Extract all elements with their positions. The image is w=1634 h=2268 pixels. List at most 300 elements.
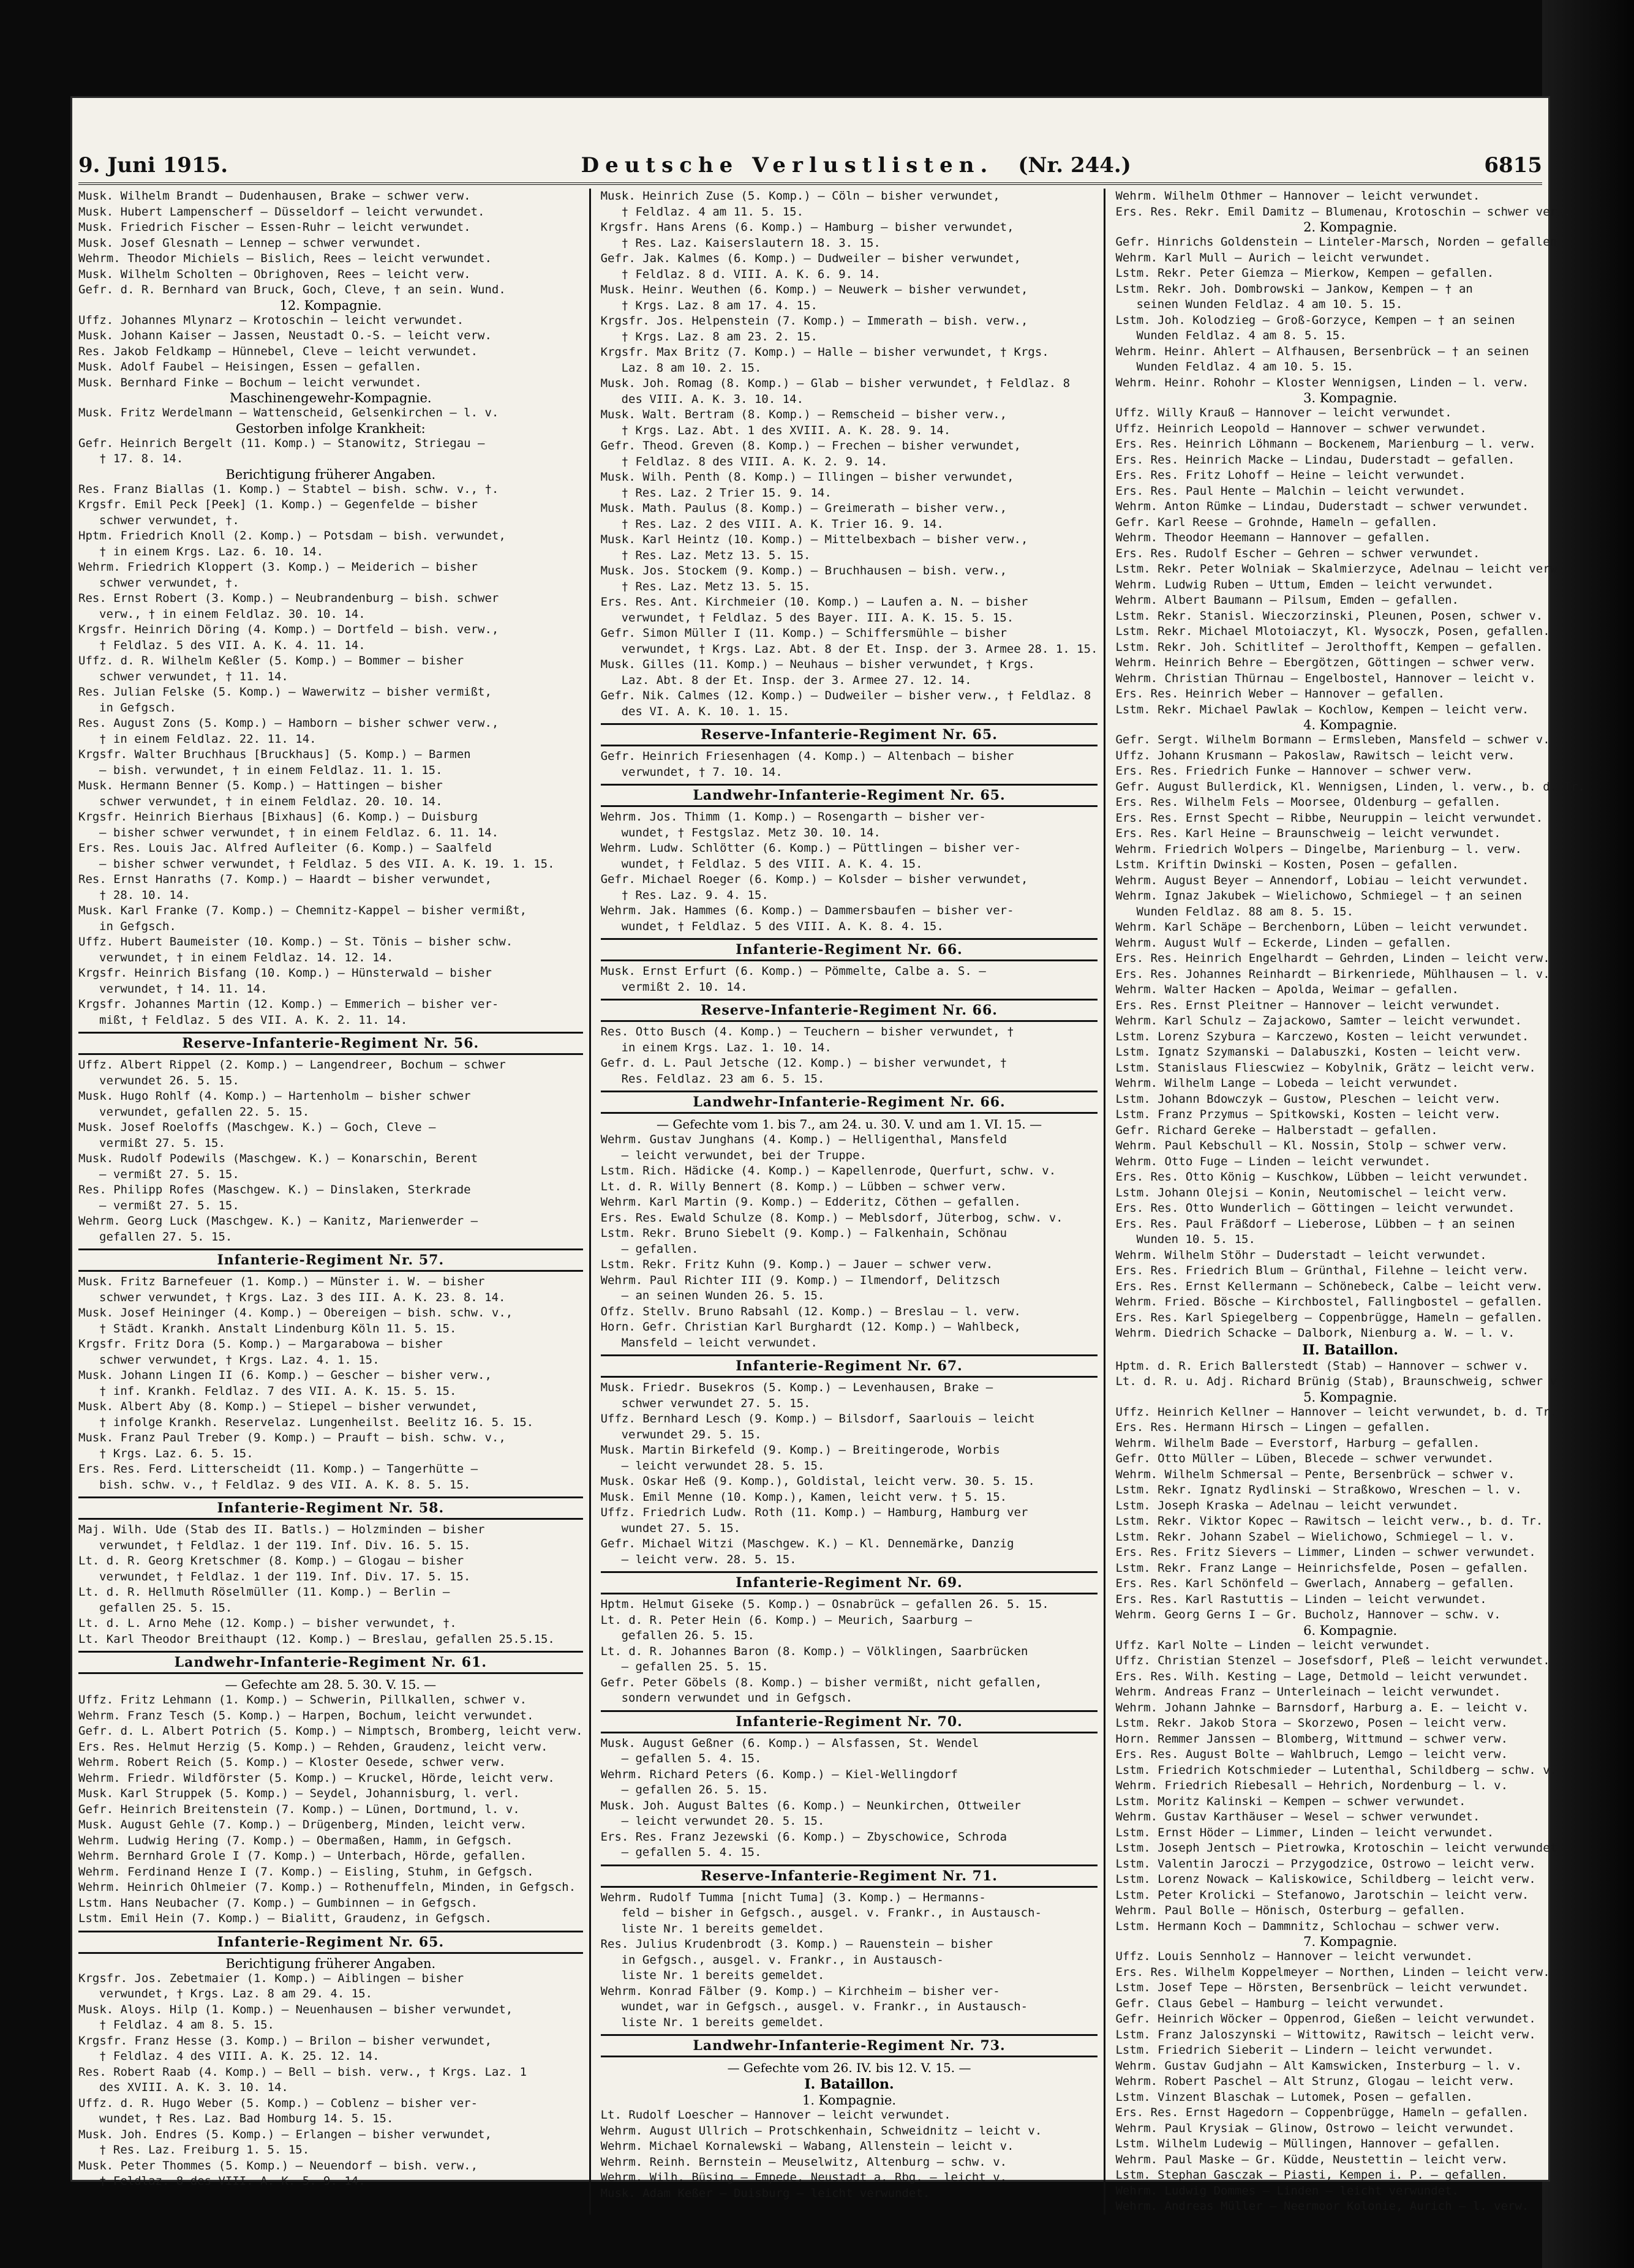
list-entry: Hptm. d. R. Erich Ballerstedt (Stab) — Hannover — schwer v. (1115, 1359, 1529, 1373)
battle-dates: — Gefechte vom 26. IV. bis 12. V. 15. — (727, 2060, 971, 2075)
list-entry: Lstm. Rekr. Fritz Kuhn (9. Komp.) — Jauer — schwer verw. (600, 1258, 993, 1271)
list-entry-continuation: † Res. Laz. Metz 13. 5. 15. (621, 579, 811, 593)
list-entry-continuation: † infolge Krankh. Reservelaz. Lungenheilst. Beelitz 16. 5. 15. (99, 1415, 534, 1429)
list-entry: Lstm. Rekr. Peter Wolniak — Skalmierzyce, Adelnau — leicht verw. (1115, 562, 1564, 576)
list-entry: Wehrm. Diedrich Schacke — Dalbork, Nienburg a. W. — l. v. (1115, 1326, 1515, 1340)
list-entry-continuation: — gefallen. (621, 1242, 699, 1256)
list-entry: Musk. Walt. Bertram (8. Komp.) — Remscheid — bisher verw., (600, 408, 1007, 421)
list-entry: Gefr. August Bullerdick, Kl. Wennigsen, Linden, l. verw., b. d. Tr. (1115, 779, 1585, 794)
list-entry: Ers. Res. Otto Wunderlich — Göttingen — leicht verwundet. (1115, 1201, 1515, 1215)
subsection-heading: 1. Kompagnie. (802, 2093, 897, 2108)
list-entry: Lstm. Johann Olejsi — Konin, Neutomischel — leicht verw. (1115, 1185, 1508, 1200)
list-entry: Ers. Res. Louis Jac. Alfred Aufleiter (6. Komp.) — Saalfeld (78, 841, 492, 855)
list-entry: Lstm. Lorenz Nowack — Kaliskowice, Schildberg — leicht verw. (1115, 1872, 1536, 1886)
list-entry: Lstm. Rekr. Jakob Stora — Skorzewo, Posen — leicht verw. (1115, 1716, 1508, 1730)
regiment-heading: Landwehr-Infanterie-Regiment Nr. 73. (601, 2034, 1098, 2057)
list-entry-continuation: in Gefgsch. (99, 700, 176, 715)
regiment-heading: Reserve-Infanterie-Regiment Nr. 56. (78, 1032, 583, 1055)
list-entry: Wehrm. Friedrich Wolpers — Dingelbe, Marienburg — l. verw. (1115, 842, 1522, 856)
list-entry: Gefr. Nik. Calmes (12. Komp.) — Dudweiler — bisher verw., † Feldlaz. 8 (600, 689, 1091, 702)
list-entry-continuation: gefallen 27. 5. 15. (99, 1230, 233, 1244)
regiment-heading: Reserve-Infanterie-Regiment Nr. 66. (601, 999, 1098, 1022)
list-entry: Krgsfr. Johannes Martin (12. Komp.) — Emmerich — bisher ver- (78, 997, 499, 1011)
list-entry-continuation: Wunden Feldlaz. 4 am 10. 5. 15. (1136, 360, 1354, 374)
list-entry: Ers. Res. Wilh. Kesting — Lage, Detmold — leicht verwundet. (1115, 1669, 1529, 1683)
list-entry-continuation: — leicht verwundet, bei der Truppe. (621, 1148, 867, 1162)
subsection-heading: 5. Kompagnie. (1303, 1389, 1398, 1405)
regiment-heading: Infanterie-Regiment Nr. 57. (78, 1249, 583, 1272)
list-entry: Lstm. Hans Neubacher (7. Komp.) — Gumbinnen — in Gefgsch. (78, 1896, 478, 1910)
list-entry: Wehrm. Andreas Franz — Unterleinach — leicht verwundet. (1115, 1685, 1501, 1699)
list-entry-continuation: verwundet, † Krgs. Laz. Abt. 8 der Et. Insp. der 3. Armee 28. 1. 15. (621, 642, 1098, 656)
list-entry: Gefr. Michael Roeger (6. Komp.) — Kolsder — bisher verwundet, (600, 873, 1028, 886)
list-entry-continuation: Laz. 8 am 10. 2. 15. (621, 361, 762, 375)
list-entry: Wehrm. Ignaz Jakubek — Wielichowo, Schmiegel — † an seinen (1115, 889, 1522, 903)
page-header (78, 141, 1542, 185)
list-entry: Lstm. Franz Przymus — Spitkowski, Kosten — leicht verw. (1115, 1108, 1501, 1121)
list-entry: Uffz. Willy Krauß — Hannover — leicht verwundet. (1115, 406, 1452, 419)
list-entry: Res. Julian Felske (5. Komp.) — Wawerwitz — bisher vermißt, (78, 685, 492, 699)
list-entry-continuation: — leicht verw. 28. 5. 15. (621, 1552, 797, 1566)
list-entry: Lstm. Rekr. Joh. Schitlitef — Jerolthofft, Kempen — gefallen. (1115, 640, 1543, 654)
list-entry-continuation: verwundet 26. 5. 15. (99, 1073, 239, 1087)
header-center (581, 153, 1131, 178)
list-entry: Wehrm. Michael Kornalewski — Wabang, Allenstein — leicht v. (600, 2139, 1014, 2153)
list-entry: Wehrm. Gustav Gudjahn — Alt Kamswicken, Insterburg — l. v. (1115, 2059, 1522, 2073)
list-entry-continuation: Mansfeld — leicht verwundet. (621, 1335, 818, 1350)
list-entry: Musk. Joh. August Baltes (6. Komp.) — Neunkirchen, Ottweiler (600, 1798, 1021, 1812)
list-entry: Musk. August Gehle (7. Komp.) — Drügenberg, Minden, leicht verw. (78, 1818, 527, 1831)
list-entry: Ers. Res. Heinrich Engelhardt — Gehrden, Linden — leicht verw. (1115, 952, 1550, 965)
list-entry: Musk. Hubert Lampenscherf — Düsseldorf — leicht verwundet. (78, 205, 485, 219)
list-entry: Wehrm. Fried. Bösche — Kirchbostel, Fallingbostel — gefallen. (1115, 1295, 1543, 1309)
list-entry-continuation: verwundet, † Feldlaz. 1 der 119. Inf. Div. 16. 5. 15. (99, 1538, 471, 1552)
regiment-heading: Infanterie-Regiment Nr. 58. (78, 1496, 583, 1520)
list-entry: Musk. Aloys. Hilp (1. Komp.) — Neuenhausen — bisher verwundet, (78, 2002, 513, 2016)
list-entry: Ers. Res. Fritz Lohoff — Heine — leicht verwundet. (1115, 468, 1466, 482)
list-entry: Ers. Res. Fritz Sievers — Limmer, Linden — schwer verwundet. (1115, 1545, 1536, 1559)
list-entry: Musk. Martin Birkefeld (9. Komp.) — Breitingerode, Worbis (600, 1443, 1000, 1457)
list-entry: Wehrm. Ludwig Hering (7. Komp.) — Obermaßen, Hamm, in Gefgsch. (78, 1833, 513, 1847)
list-entry-continuation: schwer verwundet, †. (99, 576, 239, 590)
list-entry: Lstm. Emil Hein (7. Komp.) — Bialitt, Graudenz, in Gefgsch. (78, 1912, 492, 1925)
battalion-heading: II. Bataillon. (1302, 1342, 1398, 1358)
list-entry: Wehrm. Otto Fuge — Linden — leicht verwundet. (1115, 1154, 1431, 1168)
regiment-heading: Landwehr-Infanterie-Regiment Nr. 65. (601, 784, 1098, 807)
list-entry-continuation: † 28. 10. 14. (99, 888, 190, 902)
list-entry: Musk. August Geßner (6. Komp.) — Alsfassen, St. Wendel (600, 1736, 979, 1750)
list-entry: Wehrm. Paul Krysiak — Glinow, Ostrowo — leicht verwundet. (1115, 2121, 1515, 2135)
list-entry: Lstm. Rekr. Bruno Siebelt (9. Komp.) — Falkenhain, Schönau (600, 1226, 1007, 1240)
list-entry: Musk. Wilh. Penth (8. Komp.) — Illingen — bisher verwundet, (600, 470, 1014, 484)
list-entry: Gefr. Simon Müller I (11. Komp.) — Schiffersmühle — bisher (600, 626, 1007, 640)
list-entry: Gefr. Claus Gebel — Hamburg — leicht verwundet. (1115, 1996, 1445, 2010)
battle-dates: — Gefechte am 28. 5. 30. V. 15. — (225, 1677, 437, 1692)
list-entry: Wehrm. Wilhelm Lange — Lobeda — leicht verwundet. (1115, 1076, 1459, 1090)
list-entry-continuation: † inf. Krankh. Feldlaz. 7 des VII. A. K. 15. 5. 15. (99, 1384, 457, 1398)
list-entry-continuation: gefallen 26. 5. 15. (621, 1629, 755, 1642)
regiment-heading: Infanterie-Regiment Nr. 66. (601, 938, 1098, 961)
subsection-heading: Gestorben infolge Krankheit: (235, 421, 426, 436)
list-entry: Uffz. Johann Krusmann — Pakoslaw, Rawitsch — leicht verw. (1115, 748, 1515, 762)
list-entry: Musk. Peter Thommes (5. Komp.) — Neuendorf — bish. verw., (78, 2158, 478, 2172)
list-entry-continuation: feld — bisher in Gefgsch., ausgel. v. Frankr., in Austausch- (621, 1906, 1042, 1920)
list-entry: Musk. Josef Roeloffs (Maschgew. K.) — Goch, Cleve — (78, 1121, 436, 1134)
list-entry: Musk. Johann Lingen II (6. Komp.) — Gescher — bisher verw., (78, 1369, 492, 1382)
list-entry: Lstm. Rekr. Viktor Kopec — Rawitsch — leicht verw., b. d. Tr. (1115, 1514, 1543, 1528)
list-entry: Res. Ernst Hanraths (7. Komp.) — Haardt — bisher verwundet, (78, 873, 492, 886)
list-entry: Offz. Stellv. Bruno Rabsahl (12. Komp.) — Breslau — l. verw. (600, 1304, 1021, 1318)
list-entry: Ers. Res. Paul Fräßdorf — Lieberose, Lübben — † an seinen (1115, 1217, 1515, 1231)
list-entry: Lstm. Wilhelm Ludewig — Müllingen, Hannover — gefallen. (1115, 2137, 1501, 2150)
list-entry: Wehrm. Wilh. Büsing — Empede, Neustadt a. Rbg. — leicht v. (600, 2171, 1007, 2184)
list-entry-continuation: liste Nr. 1 bereits gemeldet. (621, 1921, 825, 1936)
list-entry: Musk. Heinrich Zuse (5. Komp.) — Cöln — bisher verwundet, (600, 189, 1000, 203)
list-entry: Musk. Fritz Werdelmann — Wattenscheid, Gelsenkirchen — l. v. (78, 406, 499, 419)
list-entry: Wehrm. Georg Luck (Maschgew. K.) — Kanitz, Marienwerder — (78, 1214, 478, 1228)
list-entry: Ers. Res. Otto König — Kuschkow, Lübben — leicht verwundet. (1115, 1170, 1529, 1184)
list-entry: Lstm. Vinzent Blaschak — Lutomek, Posen — gefallen. (1115, 2090, 1473, 2104)
list-entry: Musk. Wilhelm Scholten — Obrighoven, Rees — leicht verw. (78, 267, 471, 281)
list-entry-continuation: verwundet 29. 5. 15. (621, 1427, 762, 1441)
column-3 (1115, 189, 1591, 2215)
list-entry: Musk. Friedrich Fischer — Essen-Ruhr — leicht verwundet. (78, 220, 471, 234)
subsection-heading: 12. Kompagnie. (279, 298, 382, 313)
list-entry-continuation: sondern verwundet und in Gefgsch. (621, 1691, 853, 1705)
list-entry: Gefr. Peter Göbels (8. Komp.) — bisher vermißt, nicht gefallen, (600, 1675, 1042, 1689)
list-entry: Gefr. d. L. Paul Jetsche (12. Komp.) — bisher verwundet, † (600, 1056, 1007, 1070)
list-entry: Wehrm. Johann Jahnke — Barnsdorf, Harburg a. E. — leicht v. (1115, 1700, 1529, 1714)
list-entry-continuation: — leicht verwundet 20. 5. 15. (621, 1814, 825, 1828)
list-entry: Wehrm. Ferdinand Henze I (7. Komp.) — Eisling, Stuhm, in Gefgsch. (78, 1864, 534, 1879)
list-entry: Gefr. d. L. Albert Potrich (5. Komp.) — Nimptsch, Bromberg, leicht verw. (78, 1724, 583, 1738)
list-entry-continuation: verwundet, † 14. 11. 14. (99, 982, 268, 996)
list-entry: Gefr. Michael Witzi (Maschgew. K.) — Kl. Dennemärke, Danzig (600, 1537, 1014, 1550)
list-entry: Ers. Res. August Bolte — Wahlbruch, Lemgo — leicht verw. (1115, 1748, 1508, 1761)
list-entry-continuation: schwer verwundet, †. (99, 513, 239, 527)
list-entry-continuation: in einem Krgs. Laz. 1. 10. 14. (621, 1040, 832, 1054)
list-entry: Wehrm. Karl Schäpe — Berchenborn, Lüben — leicht verwundet. (1115, 920, 1529, 934)
list-entry: Uffz. Louis Sennholz — Hannover — leicht verwundet. (1115, 1950, 1473, 1963)
list-entry: Res. August Zons (5. Komp.) — Hamborn — bisher schwer verw., (78, 716, 499, 730)
newspaper-page (72, 98, 1585, 2213)
list-entry: Lstm. Rekr. Michael Pawlak — Kochlow, Kempen — leicht verw. (1115, 702, 1529, 716)
list-entry: Krgsfr. Heinrich Bierhaus [Bixhaus] (6. Komp.) — Duisburg (78, 810, 478, 824)
list-entry: Wehrm. Robert Paschel — Alt Strunz, Glogau — leicht verw. (1115, 2075, 1515, 2088)
casualty-list-columns (78, 189, 1585, 2213)
regiment-heading: Reserve-Infanterie-Regiment Nr. 71. (601, 1864, 1098, 1888)
list-entry: Wehrm. Bernhard Grole I (7. Komp.) — Unterbach, Hörde, gefallen. (78, 1849, 527, 1863)
list-entry: Lstm. Rekr. Peter Giemza — Mierkow, Kempen — gefallen. (1115, 266, 1494, 280)
list-entry-continuation: verwundet, † Krgs. Laz. 8 am 29. 4. 15. (99, 1987, 373, 2000)
list-entry: Musk. Joh. Endres (5. Komp.) — Erlangen — bisher verwundet, (78, 2127, 492, 2141)
list-entry-continuation: schwer verwundet, † Krgs. Laz. 3 des III. A. K. 23. 8. 14. (99, 1290, 506, 1304)
list-entry: Maj. Wilh. Ude (Stab des II. Batls.) — Holzminden — bisher (78, 1523, 485, 1536)
list-entry: Krgsfr. Walter Bruchhaus [Bruckhaus] (5. Komp.) — Barmen (78, 748, 471, 761)
list-entry: Krgsfr. Jos. Zebetmaier (1. Komp.) — Aiblingen — bisher (78, 1971, 464, 1985)
regiment-heading: Infanterie-Regiment Nr. 65. (78, 1931, 583, 1954)
list-entry: Krgsfr. Franz Hesse (3. Komp.) — Brilon — bisher verwundet, (78, 2033, 492, 2048)
list-entry: Ers. Res. Karl Schönfeld — Gwerlach, Annaberg — gefallen. (1115, 1577, 1515, 1590)
list-entry-continuation: † Krgs. Laz. 6. 5. 15. (99, 1446, 254, 1460)
list-entry: Wehrm. Jos. Thimm (1. Komp.) — Rosengarth — bisher ver- (600, 810, 986, 824)
list-entry: Lstm. Friedrich Kotschmieder — Lutenthal, Schildberg — schw. v. (1115, 1763, 1557, 1777)
list-entry: Ers. Res. Wilhelm Fels — Moorsee, Oldenburg — gefallen. (1115, 795, 1501, 809)
list-entry: Uffz. Christian Stenzel — Josefsdorf, Pleß — leicht verwundet. (1115, 1654, 1550, 1667)
list-entry: Horn. Gefr. Christian Karl Burghardt (12. Komp.) — Wahlbeck, (600, 1320, 1021, 1334)
list-entry: Lstm. Peter Krolicki — Stefanowo, Jarotschin — leicht verw. (1115, 1888, 1529, 1902)
list-entry-continuation: Wunden Feldlaz. 88 am 8. 5. 15. (1136, 904, 1354, 918)
list-entry: Musk. Heinr. Weuthen (6. Komp.) — Neuwerk — bisher verwundet, (600, 283, 1028, 296)
list-entry-continuation: verwundet, † 7. 10. 14. (621, 765, 783, 779)
list-entry: Wehrm. Christian Thürnau — Engelbostel, Hannover — leicht v. (1115, 671, 1536, 685)
list-entry: Res. Otto Busch (4. Komp.) — Teuchern — bisher verwundet, † (600, 1025, 1014, 1038)
list-entry-continuation: † Res. Laz. Kaiserslautern 18. 3. 15. (621, 236, 881, 250)
list-entry: Wehrm. Paul Bolle — Hönisch, Osterburg — gefallen. (1115, 1904, 1466, 1917)
list-entry: Wehrm. Jak. Hammes (6. Komp.) — Dammersbaufen — bisher ver- (600, 904, 1014, 917)
list-entry: Musk. Hermann Benner (5. Komp.) — Hattingen — bisher (78, 779, 443, 792)
list-entry: Wehrm. August Wulf — Eckerde, Linden — gefallen. (1115, 936, 1452, 950)
list-entry-continuation: liste Nr. 1 bereits gemeldet. (621, 2015, 825, 2029)
list-entry-continuation: Wunden Feldlaz. 4 am 8. 5. 15. (1136, 329, 1347, 342)
list-entry-continuation: † Res. Laz. 2 des VIII. A. K. Trier 16. 9. 14. (621, 517, 944, 531)
list-entry: Lstm. Josef Tepe — Hörsten, Bersenbrück — leicht verwundet. (1115, 1981, 1529, 1994)
list-entry: Musk. Karl Franke (7. Komp.) — Chemnitz-Kappel — bisher vermißt, (78, 904, 527, 917)
list-entry: Gefr. Heinrich Friesenhagen (4. Komp.) — Altenbach — bisher (600, 749, 1014, 763)
list-entry: Wehrm. Paul Richter III (9. Komp.) — Ilmendorf, Delitzsch (600, 1273, 1000, 1287)
list-entry: Musk. Johann Kaiser — Jassen, Neustadt O.-S. — leicht verw. (78, 329, 492, 342)
list-entry: Ers. Res. Heinrich Macke — Lindau, Duderstadt — gefallen. (1115, 452, 1515, 467)
list-entry: Wehrm. Gustav Karthäuser — Wesel — schwer verwundet. (1115, 1810, 1480, 1823)
list-entry-continuation: † Krgs. Laz. 8 am 23. 2. 15. (621, 329, 818, 344)
list-entry-continuation: verwundet, gefallen 22. 5. 15. (99, 1105, 310, 1119)
list-entry: Ers. Res. Ernst Hagedorn — Coppenbrügge, Hameln — gefallen. (1115, 2106, 1529, 2119)
list-entry: Wehrm. August Ullrich — Protschkenhain, Schweidnitz — leicht v. (600, 2123, 1042, 2138)
list-entry: Ers. Res. Rudolf Escher — Gehren — schwer verwundet. (1115, 546, 1480, 560)
list-entry: Lstm. Ignatz Szymanski — Dalabuszki, Kosten — leicht verw. (1115, 1045, 1522, 1059)
list-entry: Lt. d. R. Hellmuth Röselmüller (11. Komp.) — Berlin — (78, 1585, 450, 1599)
list-entry: Wehrm. Ludwig Dommes — Linden — leicht verwundet. (1115, 2184, 1459, 2198)
list-entry: Wehrm. Wilhelm Schmersal — Pente, Bersenbrück — schwer v. (1115, 1467, 1515, 1481)
list-entry: Lt. d. L. Arno Mehe (12. Komp.) — bisher verwundet, †. (78, 1617, 457, 1630)
list-entry: Ers. Res. Rekr. Emil Damitz — Blumenau, Krotoschin — schwer verw. (1115, 205, 1572, 219)
list-entry: Wehrm. Rudolf Tumma [nicht Tuma] (3. Komp.) — Hermanns- (600, 1890, 986, 1904)
list-entry: Wehrm. Richard Peters (6. Komp.) — Kiel-Wellingdorf (600, 1767, 958, 1781)
list-entry-continuation: † Krgs. Laz. 8 am 17. 4. 15. (621, 298, 818, 312)
list-entry: Musk. Josef Heininger (4. Komp.) — Obereigen — bish. schw. v., (78, 1306, 513, 1320)
list-entry: Lstm. Friedrich Sieberit — Lindern — leicht verwundet. (1115, 2043, 1494, 2057)
list-entry: Lstm. Stephan Gasczak — Piasti, Kempen i. P. — gefallen. (1115, 2168, 1508, 2182)
list-entry: Wehrm. August Beyer — Annendorf, Lobiau — leicht verwundet. (1115, 873, 1529, 887)
list-entry-continuation: bish. schw. v., † Feldlaz. 9 des VII. A. K. 8. 5. 15. (99, 1478, 471, 1492)
list-entry: Krgsfr. Hans Arens (6. Komp.) — Hamburg — bisher verwundet, (600, 220, 1014, 234)
list-entry: Musk. Fritz Barnefeuer (1. Komp.) — Münster i. W. — bisher (78, 1275, 485, 1288)
list-entry: Ers. Res. Johannes Reinhardt — Birkenriede, Mühlhausen — l. v. (1115, 967, 1550, 981)
list-entry-continuation: † Res. Laz. 2 Trier 15. 9. 14. (621, 486, 832, 500)
list-entry: Musk. Jos. Stockem (9. Komp.) — Bruchhausen — bish. verw., (600, 564, 1007, 577)
column-2 (601, 189, 1106, 2215)
list-entry: Ers. Res. Heinrich Löhmann — Bockenem, Marienburg — l. verw. (1115, 437, 1536, 451)
list-entry-continuation: schwer verwundet, † 11. 14. (99, 669, 288, 683)
list-entry-continuation: † Feldlaz. 8 d. VIII. A. K. 6. 9. 14. (621, 267, 881, 281)
subsection-heading: Berichtigung früherer Angaben. (225, 467, 436, 482)
list-entry-continuation: † Res. Laz. Metz 13. 5. 15. (621, 548, 811, 562)
column-1 (78, 189, 591, 2215)
list-entry-continuation: † Feldlaz. 5 des VII. A. K. 4. 11. 14. (99, 638, 366, 652)
list-entry: Lstm. Kriftin Dwinski — Kosten, Posen — gefallen. (1115, 858, 1459, 871)
list-entry: Musk. Adolf Faubel — Heisingen, Essen — gefallen. (78, 360, 422, 374)
list-entry: Wehrm. Ludwig Ruben — Uttum, Emden — leicht verwundet. (1115, 577, 1494, 591)
subsection-heading: 3. Kompagnie. (1303, 391, 1398, 405)
regiment-heading: Infanterie-Regiment Nr. 70. (601, 1710, 1098, 1733)
list-entry-continuation: des VI. A. K. 10. 1. 15. (621, 704, 790, 718)
list-entry: Krgsfr. Fritz Dora (5. Komp.) — Margarabowa — bisher (78, 1337, 443, 1351)
list-entry-continuation: wundet 27. 5. 15. (621, 1521, 741, 1535)
list-entry: Musk. Math. Paulus (8. Komp.) — Greimerath — bisher verw., (600, 501, 1007, 515)
list-entry: Krgsfr. Emil Peck [Peek] (1. Komp.) — Gegenfelde — bisher (78, 498, 478, 511)
list-entry: Hptm. Friedrich Knoll (2. Komp.) — Potsdam — bish. verwundet, (78, 529, 506, 543)
list-entry: Gefr. Hinrichs Goldenstein — Linteler-Marsch, Norden — gefallen. (1115, 235, 1564, 249)
list-entry-continuation: in Gefgsch. (99, 919, 176, 933)
list-entry: Krgsfr. Heinrich Döring (4. Komp.) — Dortfeld — bish. verw., (78, 623, 499, 636)
list-entry-continuation: — gefallen 5. 4. 15. (621, 1846, 762, 1859)
list-entry-continuation: des XVIII. A. K. 3. 10. 14. (99, 2081, 288, 2094)
list-entry: Musk. Rudolf Podewils (Maschgew. K.) — Konarschin, Berent (78, 1152, 478, 1165)
list-entry: Lt. d. R. Georg Kretschmer (8. Komp.) — Glogau — bisher (78, 1554, 464, 1568)
list-entry-continuation: vermißt 27. 5. 15. (99, 1136, 225, 1150)
list-entry-continuation: wundet, war in Gefgsch., ausgel. v. Frankr., in Austausch- (621, 2000, 1028, 2013)
subsection-heading: 6. Kompagnie. (1303, 1623, 1398, 1638)
list-entry-continuation: † Krgs. Laz. Abt. 1 des XVIII. A. K. 28. 9. 14. (621, 423, 951, 437)
list-entry: Lt. Karl Theodor Breithaupt (12. Komp.) — Breslau, gefallen 25.5.15. (78, 1632, 555, 1646)
list-entry: Gefr. d. R. Bernhard van Bruck, Goch, Cleve, † an sein. Wund. (78, 283, 506, 296)
list-entry: Lstm. Rekr. Johann Szabel — Wielichowo, Schmiegel — l. v. (1115, 1530, 1515, 1544)
list-entry: Lstm. Rekr. Stanisl. Wieczorzinski, Pleunen, Posen, schwer v. (1115, 609, 1543, 623)
list-entry: Lstm. Moritz Kalinski — Kempen — schwer verwundet. (1115, 1794, 1466, 1808)
list-entry-continuation: Laz. Abt. 8 der Et. Insp. der 3. Armee 27. 12. 14. (621, 673, 972, 687)
list-entry-continuation: des VIII. A. K. 3. 10. 14. (621, 392, 804, 406)
regiment-heading: Landwehr-Infanterie-Regiment Nr. 61. (78, 1651, 583, 1674)
list-entry: Lstm. Franz Jaloszynski — Wittowitz, Rawitsch — leicht verw. (1115, 2027, 1536, 2041)
list-entry: Ers. Res. Ernst Pleitner — Hannover — leicht verwundet. (1115, 998, 1501, 1012)
list-entry: Uffz. Johannes Mlynarz — Krotoschin — leicht verwundet. (78, 313, 464, 327)
header-date: 9. Juni 1915. (78, 153, 228, 178)
list-entry: Gefr. Heinrich Wöcker — Oppenrod, Gießen — leicht verwundet. (1115, 2012, 1536, 2026)
list-entry: Krgsfr. Max Britz (7. Komp.) — Halle — bisher verwundet, † Krgs. (600, 345, 1049, 359)
list-entry: Uffz. Hubert Baumeister (10. Komp.) — St. Tönis — bisher schw. (78, 935, 513, 948)
list-entry: Ers. Res. Karl Spiegelberg — Coppenbrügge, Hameln — gefallen. (1115, 1310, 1543, 1324)
list-entry-continuation: wundet, † Feldlaz. 5 des VIII. A. K. 8. 4. 15. (621, 919, 944, 933)
list-entry: Uffz. Heinrich Kellner — Hannover — leicht verwundet, b. d. Tr. (1115, 1405, 1557, 1419)
list-entry: Wehrm. Anton Rümke — Lindau, Duderstadt — schwer verwundet. (1115, 500, 1529, 513)
list-entry: Musk. Adam Keßer — Duisburg — leicht verwundet. (600, 2186, 930, 2200)
list-entry: Wehrm. Wilhelm Bade — Everstorf, Harburg — gefallen. (1115, 1436, 1480, 1450)
list-entry: Lstm. Joseph Kraska — Adelnau — leicht verwundet. (1115, 1498, 1459, 1512)
list-entry: Uffz. Fritz Lehmann (1. Komp.) — Schwerin, Pillkallen, schwer v. (78, 1693, 527, 1707)
list-entry: Res. Jakob Feldkamp — Hünnebel, Cleve — leicht verwundet. (78, 344, 478, 358)
list-entry: Wehrm. Albert Baumann — Pilsum, Emden — gefallen. (1115, 593, 1459, 607)
header-title: Deutsche Verlustlisten. (581, 153, 994, 178)
list-entry: Wehrm. Ludw. Schlötter (6. Komp.) — Püttlingen — bisher ver- (600, 841, 1021, 855)
list-entry: Uffz. Friedrich Ludw. Roth (11. Komp.) — Hamburg, Hamburg ver (600, 1506, 1028, 1519)
list-entry-continuation: schwer verwundet, † in einem Feldlaz. 20. 10. 14. (99, 794, 443, 808)
list-entry: Lstm. Hermann Koch — Dammnitz, Schlochau — schwer verw. (1115, 1919, 1501, 1933)
list-entry: Wehrm. Franz Tesch (5. Komp.) — Harpen, Bochum, leicht verwundet. (78, 1708, 534, 1722)
list-entry: Musk. Franz Paul Treber (9. Komp.) — Prauft — bish. schw. v., (78, 1431, 506, 1444)
list-entry: Uffz. Albert Rippel (2. Komp.) — Langendreer, Bochum — schwer (78, 1058, 506, 1072)
list-entry-continuation: wundet, † Feldlaz. 5 des VIII. A. K. 4. 15. (621, 857, 923, 871)
list-entry-continuation: † in einem Krgs. Laz. 6. 10. 14. (99, 544, 324, 558)
list-entry: Gefr. Karl Reese — Grohnde, Hameln — gefallen. (1115, 515, 1438, 529)
list-entry: Ers. Res. Wilhelm Koppelmeyer — Northen, Linden — leicht verw. (1115, 1965, 1550, 1979)
list-entry-continuation: † Städt. Krankh. Anstalt Lindenburg Köln 11. 5. 15. (99, 1321, 457, 1335)
list-entry-continuation: seinen Wunden Feldlaz. 4 am 10. 5. 15. (1136, 298, 1403, 311)
list-entry: Lt. d. R. Willy Bennert (8. Komp.) — Lübben — schwer verw. (600, 1179, 1007, 1193)
list-entry-continuation: wundet, † Res. Laz. Bad Homburg 14. 5. 15. (99, 2112, 394, 2125)
list-entry: Wehrm. Robert Reich (5. Komp.) — Kloster Oesede, schwer verw. (78, 1755, 506, 1769)
list-entry-continuation: — gefallen 25. 5. 15. (621, 1660, 769, 1673)
list-entry: Ers. Res. Ant. Kirchmeier (10. Komp.) — Laufen a. N. — bisher (600, 595, 1028, 609)
list-entry: Musk. Karl Heintz (10. Komp.) — Mittelbexbach — bisher verw., (600, 533, 1028, 546)
list-entry: Lstm. Valentin Jaroczi — Przygodzice, Ostrowo — leicht verw. (1115, 1857, 1536, 1871)
list-entry-continuation: schwer verwundet 27. 5. 15. (621, 1396, 811, 1410)
list-entry: Ers. Res. Karl Rastuttis — Linden — leicht verwundet. (1115, 1592, 1487, 1606)
list-entry: Krgsfr. Jos. Helpenstein (7. Komp.) — Immerath — bish. verw., (600, 314, 1028, 328)
list-entry: Musk. Bernhard Finke — Bochum — leicht verwundet. (78, 375, 422, 389)
list-entry: Wehrm. Gustav Junghans (4. Komp.) — Helligenthal, Mansfeld (600, 1133, 1007, 1146)
list-entry: Gefr. Heinrich Bergelt (11. Komp.) — Stanowitz, Striegau — (78, 436, 485, 450)
list-entry-continuation: — bisher schwer verwundet, † Feldlaz. 5 des VII. A. K. 19. 1. 15. (99, 857, 555, 871)
list-entry: Lstm. Rich. Hädicke (4. Komp.) — Kapellenrode, Querfurt, schw. v. (600, 1164, 1056, 1177)
list-entry: Wehrm. Wilhelm Othmer — Hannover — leicht verwundet. (1115, 189, 1480, 203)
list-entry: Musk. Emil Menne (10. Komp.), Kamen, leicht verw. † 5. 15. (600, 1490, 1007, 1504)
list-entry: Uffz. d. R. Wilhelm Keßler (5. Komp.) — Bommer — bisher (78, 654, 464, 667)
list-entry: Lstm. Johann Bdowczyk — Gustow, Pleschen — leicht verw. (1115, 1092, 1501, 1106)
list-entry: Lstm. Joseph Jentsch — Pietrowka, Krotoschin — leicht verwundet. (1115, 1841, 1564, 1855)
list-entry-continuation: — leicht verwundet 28. 5. 15. (621, 1459, 825, 1473)
list-entry-continuation: † 17. 8. 14. (99, 452, 184, 465)
regiment-heading: Infanterie-Regiment Nr. 69. (601, 1571, 1098, 1594)
list-entry: Lt. d. R. Johannes Baron (8. Komp.) — Völklingen, Saarbrücken (600, 1644, 1028, 1658)
list-entry: Lstm. Joh. Kolodzieg — Groß-Gorzyce, Kempen — † an seinen (1115, 313, 1515, 327)
list-entry-continuation: † Feldlaz. 8 des VIII. A. K. 5. 9. 14. (99, 2174, 366, 2188)
header-page-number: 6815 (1484, 153, 1542, 178)
list-entry-continuation: † Feldlaz. 8 des VIII. A. K. 2. 9. 14. (621, 454, 888, 468)
list-entry: Ers. Res. Paul Hente — Malchin — leicht verwundet. (1115, 484, 1466, 498)
list-entry: Ers. Res. Heinrich Weber — Hannover — gefallen. (1115, 687, 1445, 700)
regiment-heading: Landwehr-Infanterie-Regiment Nr. 66. (601, 1091, 1098, 1114)
list-entry: Ers. Res. Franz Jezewski (6. Komp.) — Zbyschowice, Schroda (600, 1830, 1007, 1844)
list-entry: Wehrm. Karl Mull — Aurich — leicht verwundet. (1115, 250, 1431, 265)
list-entry: Wehrm. Georg Gerns I — Gr. Bucholz, Hannover — schw. v. (1115, 1608, 1501, 1621)
list-entry: Ers. Res. Friedrich Blum — Grünthal, Filehne — leicht verw. (1115, 1264, 1529, 1277)
list-entry: Res. Ernst Robert (3. Komp.) — Neubrandenburg — bish. schwer (78, 591, 499, 605)
list-entry: Wehrm. Theodor Heemann — Hannover — gefallen. (1115, 531, 1431, 544)
list-entry: Hptm. Helmut Giseke (5. Komp.) — Osnabrück — gefallen 26. 5. 15. (600, 1598, 1049, 1611)
list-entry-continuation: verw., † in einem Feldlaz. 30. 10. 14. (99, 607, 366, 621)
list-entry-continuation: † Feldlaz. 4 am 11. 5. 15. (621, 205, 804, 219)
list-entry: Musk. Ernst Erfurt (6. Komp.) — Pömmelte, Calbe a. S. — (600, 964, 986, 978)
list-entry-continuation: schwer verwundet, † Krgs. Laz. 4. 1. 15. (99, 1353, 380, 1367)
list-entry: Ers. Res. Hermann Hirsch — Lingen — gefallen. (1115, 1421, 1431, 1434)
regiment-heading: Reserve-Infanterie-Regiment Nr. 65. (601, 723, 1098, 746)
list-entry-continuation: verwundet, † Feldlaz. 5 des Bayer. III. A. K. 15. 5. 15. (621, 610, 1014, 625)
battle-dates: — Gefechte vom 1. bis 7., am 24. u. 30. V. und am 1. VI. 15. — (656, 1117, 1042, 1132)
list-entry: Ers. Res. Friedrich Funke — Hannover — schwer verw. (1115, 764, 1473, 778)
list-entry: Res. Julius Krudenbrodt (3. Komp.) — Rauenstein — bisher (600, 1937, 993, 1951)
list-entry: Gefr. Jak. Kalmes (6. Komp.) — Dudweiler — bisher verwundet, (600, 252, 1021, 265)
list-entry: Wehrm. Wilhelm Stöhr — Duderstadt — leicht verwundet. (1115, 1248, 1487, 1262)
